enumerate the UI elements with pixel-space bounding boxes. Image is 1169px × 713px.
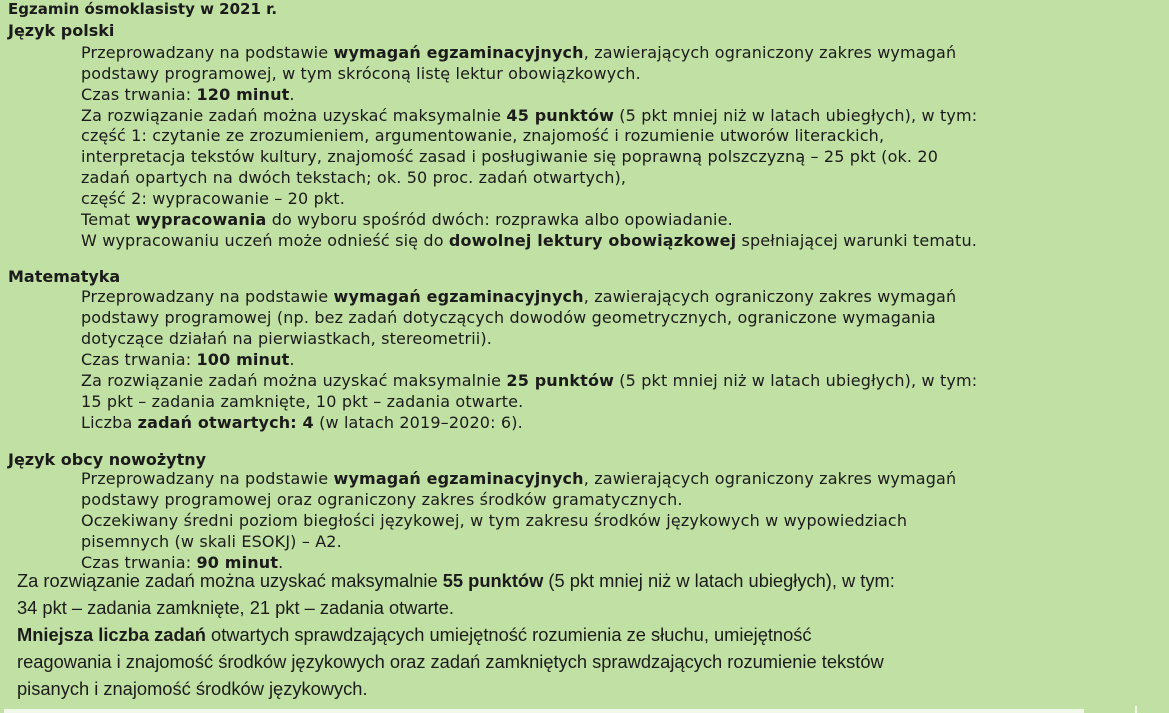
text-run: Czas trwania:: [81, 85, 197, 104]
text-run: Temat: [81, 210, 136, 229]
text-line: [81, 147, 938, 168]
text-run: podstawy programowej, w tym skróconą listę lektur obowiązkowych.: [81, 64, 641, 83]
text-line: [81, 189, 345, 210]
bold-text-run: 120 minut: [196, 85, 290, 104]
text-line: [17, 648, 884, 676]
bold-text-run: wymagań egzaminacyjnych: [333, 469, 584, 488]
bold-text-run: 25 punktów: [506, 371, 615, 390]
section-heading-foreign-language: Język obcy nowożytny: [8, 450, 207, 469]
section-heading-math: Matematyka: [8, 267, 121, 286]
text-run: zadań opartych na dwóch tekstach; ok. 50 proc. zadań otwartych),: [81, 168, 627, 187]
text-run: , zawierających ograniczony zakres wymagań: [583, 43, 957, 62]
text-run: .: [278, 553, 284, 572]
text-run: Liczba: [81, 413, 138, 432]
text-run: dotyczące działań na pierwiastkach, stereometrii).: [81, 329, 493, 348]
bold-text-run: 90 minut: [196, 553, 279, 572]
text-line: [81, 308, 936, 329]
text-run: .: [289, 350, 295, 369]
text-line: [81, 532, 342, 553]
text-run: 34 pkt – zadania zamknięte, 21 pkt – zadania otwarte.: [17, 597, 454, 618]
bold-text-run: 55 punktów: [442, 570, 544, 591]
text-run: otwartych sprawdzających umiejętność rozumienia ze słuchu, umiejętność: [205, 624, 812, 645]
text-run: (w latach 2019–2020: 6).: [313, 413, 523, 432]
text-run: spełniającej warunki tematu.: [736, 231, 977, 250]
text-run: Czas trwania:: [81, 350, 197, 369]
text-line: [81, 210, 733, 231]
text-line: [81, 106, 977, 127]
text-run: Przeprowadzany na podstawie: [81, 469, 334, 488]
text-run: (5 pkt mniej niż w latach ubiegłych), w tym:: [543, 570, 895, 591]
text-run: część 2: wypracowanie – 20 pkt.: [81, 189, 345, 208]
text-run: interpretacja tekstów kultury, znajomość zasad i posługiwanie się poprawną polszczyzną – 25 pkt (ok. 20: [81, 147, 939, 166]
text-run: Przeprowadzany na podstawie: [81, 43, 334, 62]
text-run: Przeprowadzany na podstawie: [81, 287, 334, 306]
bold-text-run: dowolnej lektury obowiązkowej: [448, 231, 737, 250]
text-line: [81, 469, 956, 490]
text-run: .: [289, 85, 295, 104]
section-heading-polish: Język polski: [8, 21, 115, 40]
bold-text-run: 100 minut: [196, 350, 290, 369]
text-run: Za rozwiązanie zadań można uzyskać maksymalnie: [81, 106, 507, 125]
text-run: 15 pkt – zadania zamknięte, 10 pkt – zadania otwarte.: [81, 392, 524, 411]
document-title: Egzamin ósmoklasisty w 2021 r.: [8, 0, 278, 18]
text-line: [17, 675, 368, 703]
text-line: [81, 85, 295, 106]
text-run: Czas trwania:: [81, 553, 197, 572]
text-run: (5 pkt mniej niż w latach ubiegłych), w tym:: [614, 371, 978, 390]
text-run: pisanych i znajomość środków językowych.: [17, 678, 368, 699]
text-run: Oczekiwany średni poziom biegłości językowej, w tym zakresu środków językowych w wypowiedziach: [81, 511, 908, 530]
text-line: [81, 490, 683, 511]
text-line: [81, 511, 907, 532]
bold-text-run: wypracowania: [135, 210, 267, 229]
text-line: [81, 329, 492, 350]
text-run: część 1: czytanie ze zrozumieniem, argumentowanie, znajomość i rozumienie utworów literackich,: [81, 126, 885, 145]
text-run: , zawierających ograniczony zakres wymagań: [583, 287, 957, 306]
text-run: do wyboru spośród dwóch: rozprawka albo opowiadanie.: [266, 210, 733, 229]
bold-text-run: wymagań egzaminacyjnych: [333, 287, 584, 306]
text-run: podstawy programowej oraz ograniczony zakres środków gramatycznych.: [81, 490, 683, 509]
text-run: podstawy programowej (np. bez zadań dotyczących dowodów geometrycznych, ograniczone wymagania: [81, 308, 936, 327]
text-run: reagowania i znajomość środków językowych oraz zadań zamkniętych sprawdzających rozumienie tekstów: [17, 651, 884, 672]
text-run: , zawierających ograniczony zakres wymagań: [583, 469, 957, 488]
bold-text-run: 45 punktów: [506, 106, 615, 125]
text-line: [81, 371, 977, 392]
bold-text-run: zadań otwartych: 4: [137, 413, 314, 432]
bold-text-run: Mniejsza liczba zadań: [17, 624, 206, 645]
text-line: [81, 43, 956, 64]
text-run: pisemnych (w skali ESOKJ) – A2.: [81, 532, 342, 551]
bold-text-run: wymagań egzaminacyjnych: [333, 43, 584, 62]
text-line: [81, 287, 956, 308]
bottom-border-tick: [1135, 706, 1137, 713]
text-run: Za rozwiązanie zadań można uzyskać maksymalnie: [17, 570, 443, 591]
text-line: [81, 168, 626, 189]
text-line: [81, 64, 641, 85]
text-line: [81, 413, 523, 434]
text-line: [17, 621, 812, 649]
text-run: Za rozwiązanie zadań można uzyskać maksymalnie: [81, 371, 507, 390]
text-run: (5 pkt mniej niż w latach ubiegłych), w tym:: [614, 106, 978, 125]
text-line: [17, 567, 895, 595]
text-line: [81, 126, 884, 147]
bottom-border: [4, 709, 1084, 713]
text-line: [81, 231, 977, 252]
text-run: W wypracowaniu uczeń może odnieść się do: [81, 231, 449, 250]
text-line: [81, 392, 523, 413]
text-line: [81, 350, 295, 371]
text-line: [17, 594, 454, 622]
